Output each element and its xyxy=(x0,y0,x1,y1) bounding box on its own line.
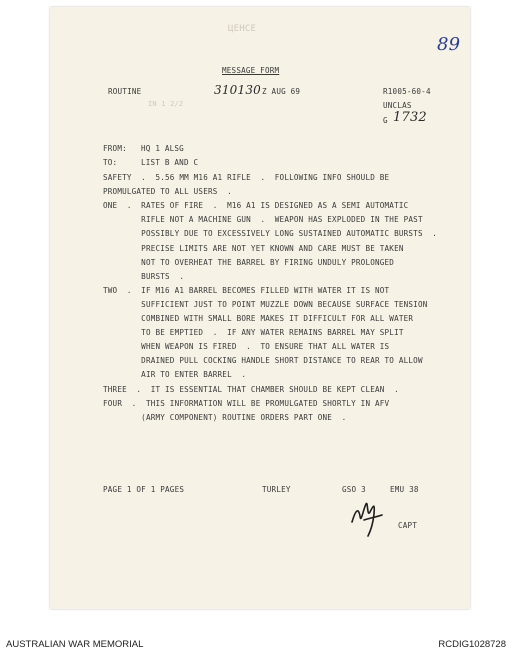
serial-prefix: G xyxy=(383,116,388,125)
reference-number: R1005-60-4 xyxy=(383,87,431,96)
body-line: POSSIBLY DUE TO EXCESSIVELY LONG SUSTAINED AUTOMATIC BURSTS . xyxy=(103,229,438,239)
form-title: MESSAGE FORM xyxy=(222,66,280,75)
precedence: ROUTINE xyxy=(108,87,142,96)
body-line: RIFLE NOT A MACHINE GUN . WEAPON HAS EXPLODED IN THE PAST xyxy=(103,215,423,225)
body-line: AIR TO ENTER BARREL . xyxy=(103,370,247,380)
body-line: SUFFICIENT JUST TO POINT MUZZLE DOWN BECAUSE SURFACE TENSION xyxy=(103,299,428,309)
body-line: TO BE EMPTIED . IF ANY WATER REMAINS BARREL MAY SPLIT xyxy=(103,328,404,338)
from-label: FROM: xyxy=(103,144,127,153)
body-line: PROMULGATED TO ALL USERS . xyxy=(103,187,232,197)
extension: EMU 38 xyxy=(390,485,419,494)
page-info: PAGE 1 OF 1 PAGES xyxy=(103,485,185,494)
rank: CAPT xyxy=(398,521,418,530)
credit-left: AUSTRALIAN WAR MEMORIAL xyxy=(6,639,144,650)
originator-name: TURLEY xyxy=(262,485,291,494)
faint-header-text: ЦЕНСЕ xyxy=(228,24,257,34)
appointment: GSO 3 xyxy=(342,485,366,494)
from-value: HQ 1 ALSG xyxy=(141,144,184,153)
body-line: SAFETY . 5.56 MM M16 A1 RIFLE . FOLLOWING INFO SHOULD BE xyxy=(103,173,390,182)
signature xyxy=(346,492,394,540)
dtg-handwritten: 310130 xyxy=(214,83,262,97)
body-line: DRAINED PULL COCKING HANDLE SHORT DISTANCE TO REAR TO ALLOW xyxy=(103,356,423,366)
body-line: ONE . RATES OF FIRE . M16 A1 IS DESIGNED AS A SEMI AUTOMATIC xyxy=(103,201,409,211)
credit-right: RCDIG1028728 xyxy=(438,639,506,650)
page-number: 89 xyxy=(437,34,461,55)
body-line: NOT TO OVERHEAT THE BARREL BY FIRING UNDULY PROLONGED xyxy=(103,257,395,267)
body-line: FOUR . THIS INFORMATION WILL BE PROMULGATED SHORTLY IN AFV xyxy=(103,398,390,408)
to-value: LIST B AND C xyxy=(141,158,199,167)
body-line: COMBINED WITH SMALL BORE MAKES IT DIFFICULT FOR ALL WATER xyxy=(103,314,414,323)
body-line: THREE . IT IS ESSENTIAL THAT CHAMBER SHOULD BE KEPT CLEAN . xyxy=(103,384,399,394)
classification: UNCLAS xyxy=(383,101,412,110)
body-line: (ARMY COMPONENT) ROUTINE ORDERS PART ONE . xyxy=(103,412,347,422)
dtg-typed: Z AUG 69 xyxy=(262,87,301,96)
to-label: TO: xyxy=(103,158,118,167)
body-line: PRECISE LIMITS ARE NOT YET KNOWN AND CARE MUST BE TAKEN xyxy=(103,243,404,253)
body-line: WHEN WEAPON IS FIRED . TO ENSURE THAT ALL WATER IS xyxy=(103,342,390,352)
serial-handwritten: 1732 xyxy=(393,110,427,125)
faint-stamp: IN 1 2/2 xyxy=(148,100,184,108)
body-line: TWO . IF M16 A1 BARREL BECOMES FILLED WITH WATER IT IS NOT xyxy=(103,285,390,295)
body-line: BURSTS . xyxy=(103,271,185,281)
